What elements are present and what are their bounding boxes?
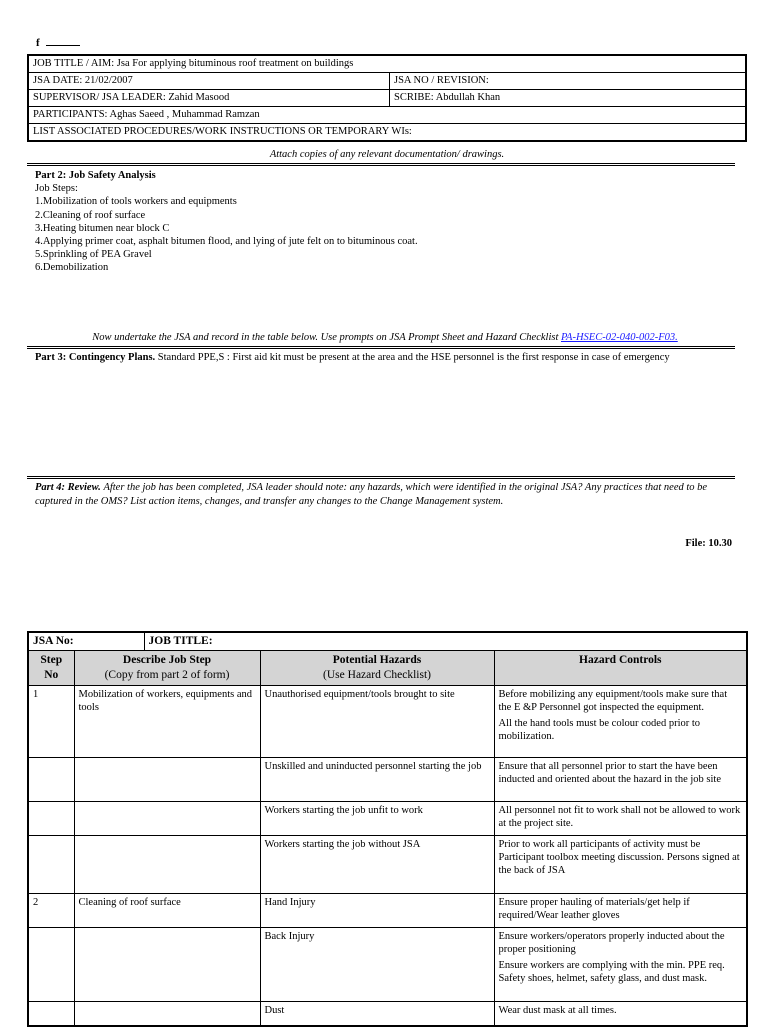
jsa-table-title-row: [28, 632, 747, 651]
hazard: Back Injury: [260, 928, 494, 1002]
part4-heading: Part 4: Review.: [35, 482, 101, 493]
procedures-cell: LIST ASSOCIATED PROCEDURES/WORK INSTRUCTIONS OR TEMPORARY WIs:: [28, 124, 746, 142]
table-row: [28, 758, 747, 802]
hazard: Workers starting the job without JSA: [260, 836, 494, 894]
blank-line: [46, 36, 80, 46]
step-description: [74, 928, 260, 1002]
part3-section: [35, 351, 735, 365]
table-row: [28, 1002, 747, 1026]
table-row: [28, 836, 747, 894]
hazard: Dust: [260, 1002, 494, 1026]
step-description: [74, 802, 260, 836]
step-no: 1: [28, 686, 74, 758]
jsa-table: [27, 631, 748, 1027]
scribe-cell: SCRIBE: Abdullah Khan: [390, 90, 747, 107]
attach-note: Attach copies of any relevant documentation/ drawings.: [269, 149, 505, 160]
hazard: Hand Injury: [260, 894, 494, 928]
part2-heading: Part 2: Job Safety Analysis: [35, 170, 156, 181]
part4-section: [35, 481, 735, 509]
part4-text: After the job has been completed, JSA leader should note: any hazards, which were identified in the original JSA? Any practices that need to be captured in the OMS? List action items, changes, and transfer any changes to the Change Management system.: [35, 482, 708, 507]
step-description: [74, 1002, 260, 1026]
file-reference: File: 10.30: [685, 538, 732, 549]
undertake-note: [35, 332, 735, 343]
part2-section: [35, 169, 735, 275]
step-description: [74, 758, 260, 802]
table-row: [28, 894, 747, 928]
part3-heading: Part 3: Contingency Plans.: [35, 352, 156, 363]
part3-text: Standard PPE,S : First aid kit must be present at the area and the HSE personnel is the first response in case of emergency: [157, 352, 670, 363]
divider: [27, 163, 735, 166]
divider: [27, 476, 735, 479]
job-step-item: 5.Sprinkling of PEA Gravel: [35, 249, 152, 261]
step-description: Cleaning of roof surface: [74, 894, 260, 928]
job-step-item: 1.Mobilization of tools workers and equipments: [35, 196, 237, 208]
jsa-no-revision-cell: JSA NO / REVISION:: [390, 73, 747, 90]
control: Ensure that all personnel prior to start the have been inducted and oriented about the hazard in the job site: [494, 758, 747, 802]
table-row: [28, 802, 747, 836]
control: All personnel not fit to work shall not be allowed to work at the project site.: [494, 802, 747, 836]
control: Before mobilizing any equipment/tools make sure that the E &P Personnel got inspected the equipment. All the hand tools must be colour coded prior to mobilization.: [494, 686, 747, 758]
part2-intro: Job Steps:: [35, 183, 78, 195]
hazard: Unauthorised equipment/tools brought to site: [260, 686, 494, 758]
step-no: [28, 802, 74, 836]
job-title-cell: JOB TITLE / AIM: Jsa For applying bituminous roof treatment on buildings: [28, 55, 746, 73]
job-step-item: 4.Applying primer coat, asphalt bitumen flood, and lying of jute felt on to bituminous coat.: [35, 236, 418, 248]
step-no: [28, 758, 74, 802]
job-step-item: 2.Cleaning of roof surface: [35, 209, 146, 221]
step-no: 2: [28, 894, 74, 928]
supervisor-cell: SUPERVISOR/ JSA LEADER: Zahid Masood: [28, 90, 390, 107]
hazard-checklist-link[interactable]: PA-HSEC-02-040-002-F03.: [561, 332, 678, 343]
step-no: [28, 1002, 74, 1026]
control: Wear dust mask at all times.: [494, 1002, 747, 1026]
undertake-text: Now undertake the JSA and record in the table below. Use prompts on JSA Prompt Sheet and Hazard Checklist: [92, 332, 559, 343]
col-hazards: Potential Hazards (Use Hazard Checklist): [260, 651, 494, 686]
participants-cell: PARTICIPANTS: Aghas Saeed , Muhammad Ramzan: [28, 107, 746, 124]
jsa-table-header-row: [28, 651, 747, 686]
col-describe: Describe Job Step (Copy from part 2 of form): [74, 651, 260, 686]
table-row: [28, 686, 747, 758]
table-row: [28, 928, 747, 1002]
step-no: [28, 928, 74, 1002]
step-no: [28, 836, 74, 894]
job-step-item: 6.Demobilization: [35, 262, 109, 274]
control: Ensure workers/operators properly inducted about the proper positioning Ensure workers are complying with the min. PPE req. Safety shoes, helmet, safety glass, and dust mask.: [494, 928, 747, 1002]
step-description: Mobilization of workers, equipments and tools: [74, 686, 260, 758]
col-controls: Hazard Controls: [494, 651, 747, 686]
divider: [27, 346, 735, 349]
control: Ensure proper hauling of materials/get help if required/Wear leather gloves: [494, 894, 747, 928]
job-step-item: 3.Heating bitumen near block C: [35, 222, 170, 234]
control: Prior to work all participants of activity must be Participant toolbox meeting discussion. Persons signed at the back of JSA: [494, 836, 747, 894]
hazard: Workers starting the job unfit to work: [260, 802, 494, 836]
col-step: Step No: [28, 651, 74, 686]
step-description: [74, 836, 260, 894]
jsa-header-table: [27, 54, 747, 142]
hazard: Unskilled and uninducted personnel starting the job: [260, 758, 494, 802]
jsa-date-cell: JSA DATE: 21/02/2007: [28, 73, 390, 90]
jsa-no-label: JSA No:: [28, 632, 144, 651]
form-mark: f: [36, 36, 80, 49]
job-title-label: JOB TITLE:: [144, 632, 747, 651]
